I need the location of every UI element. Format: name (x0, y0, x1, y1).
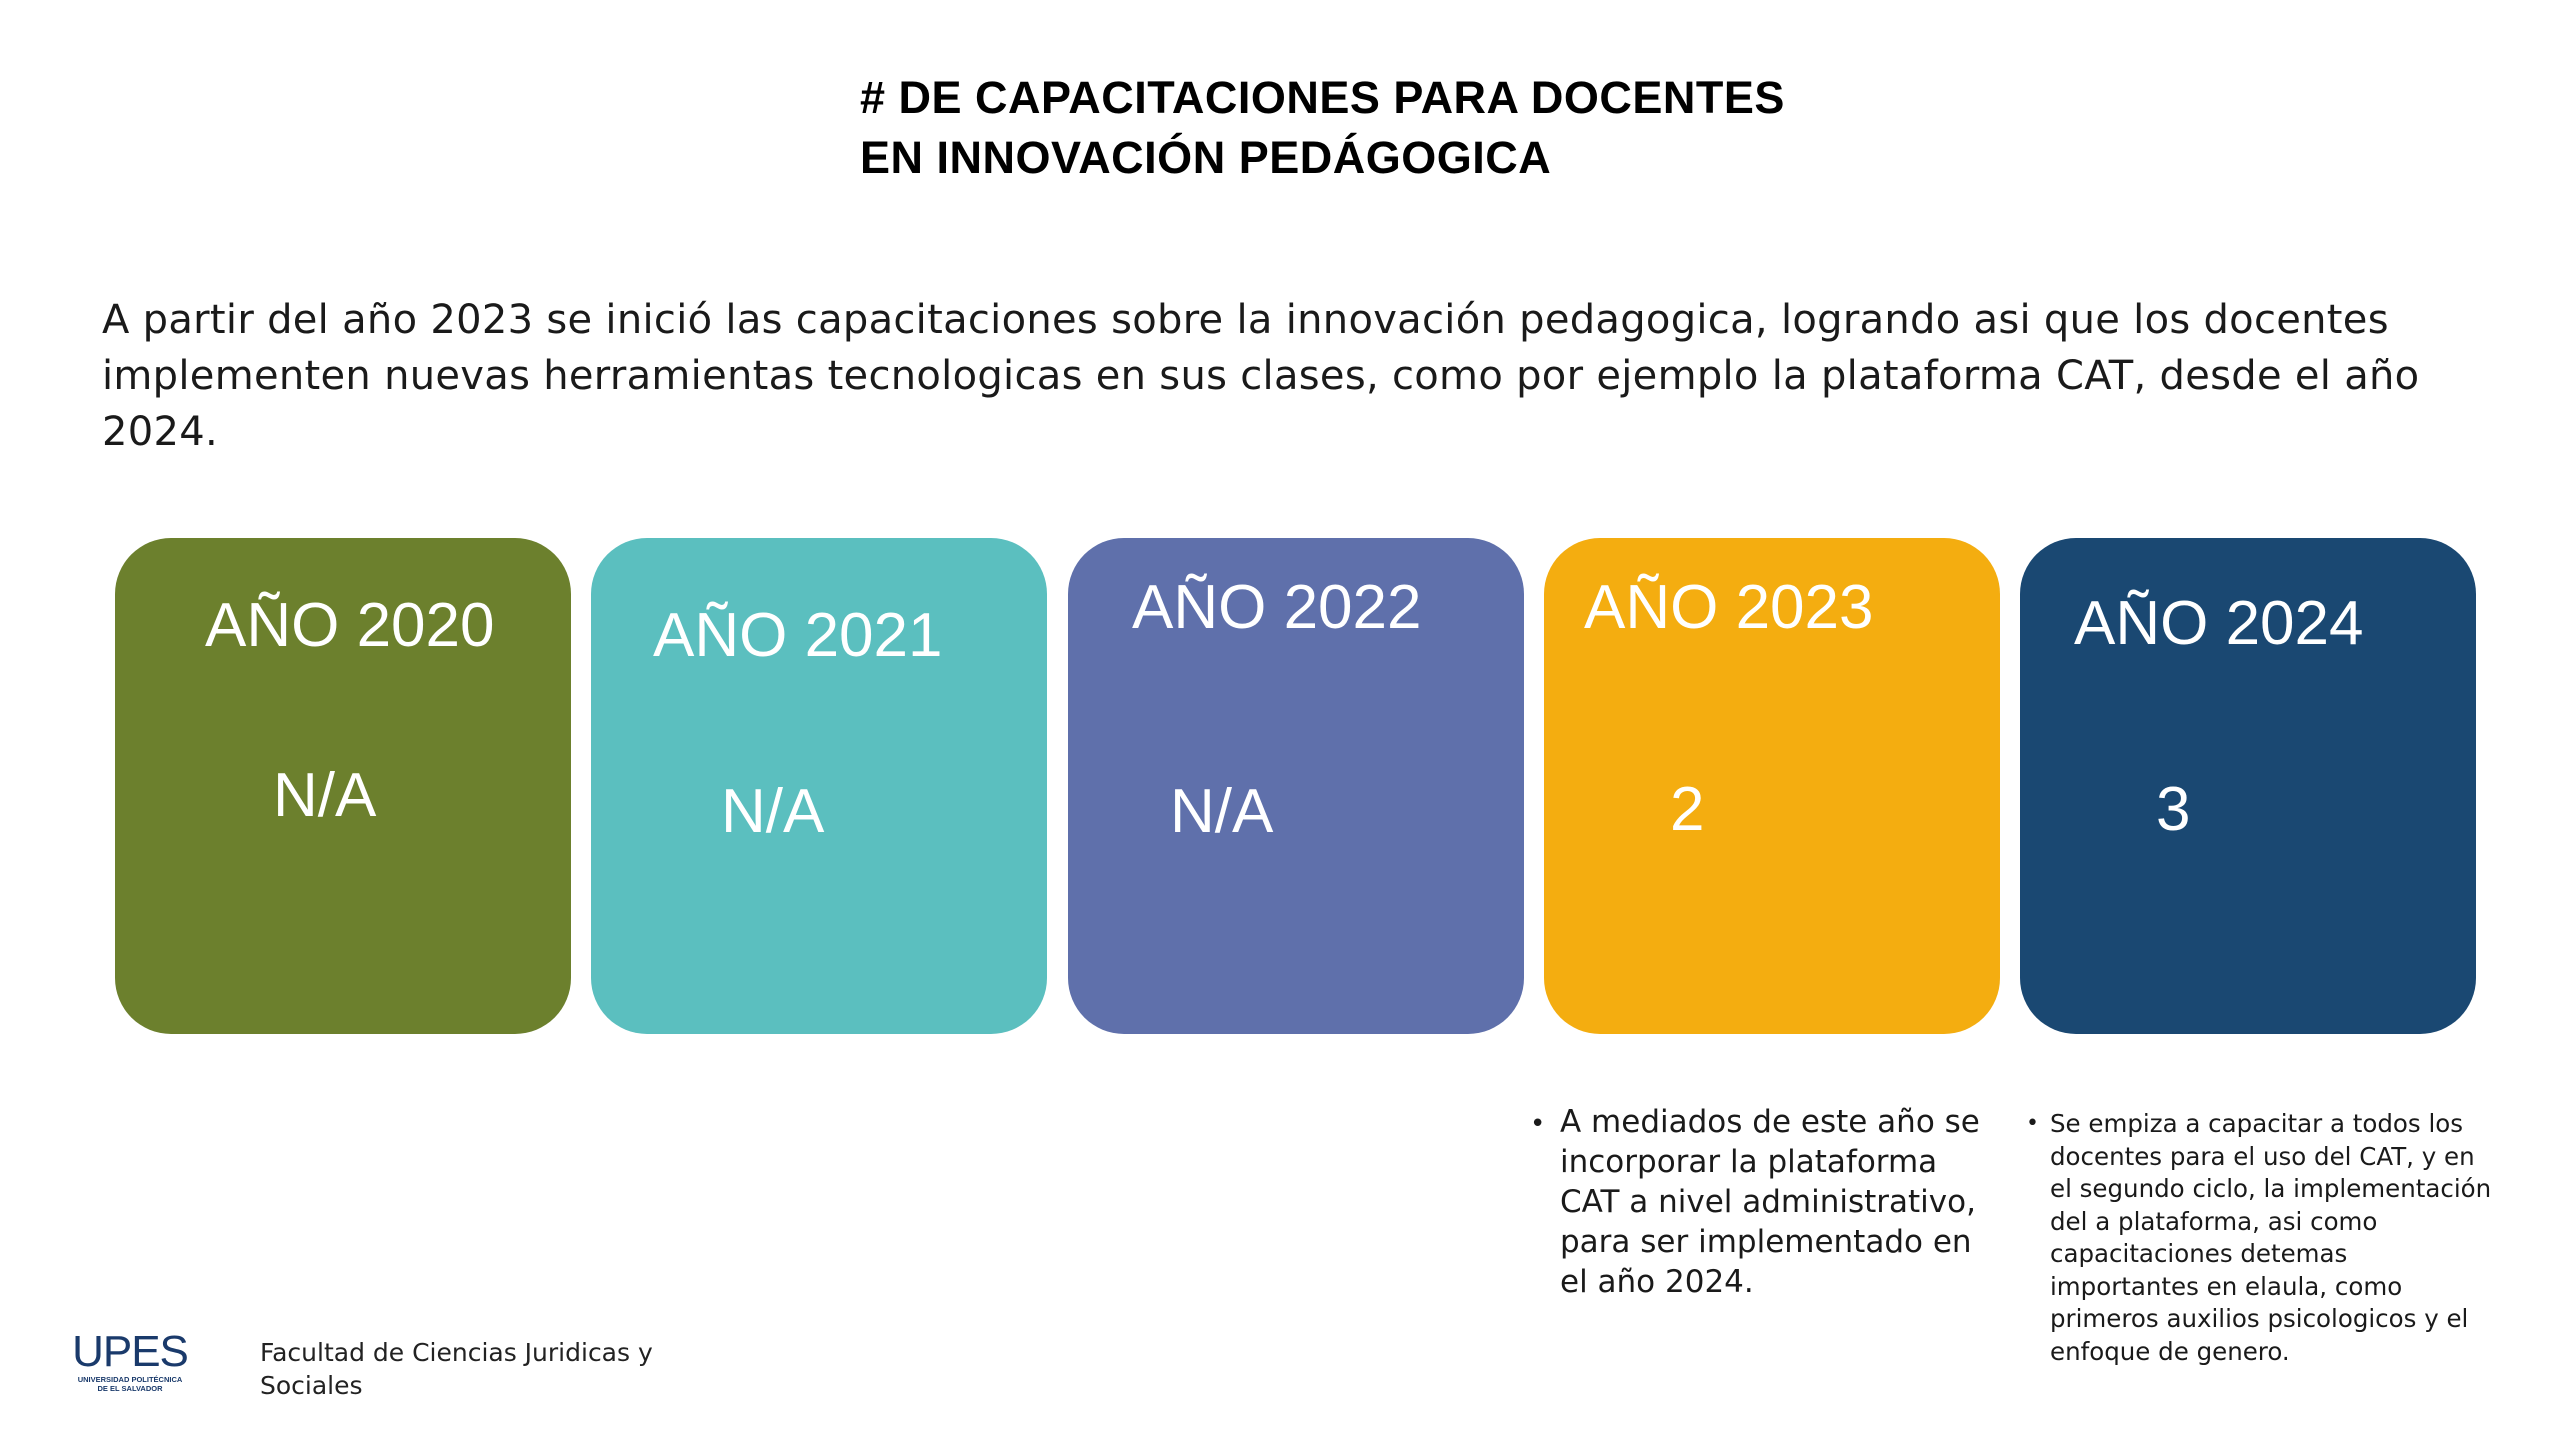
card-year-2022 (1068, 538, 1524, 1034)
card-year-label: AÑO 2022 (1132, 573, 1422, 642)
note-2024-text: Se empiza a capacitar a todos los docentes para el uso del CAT, y en el segundo ciclo, la implementación del a plataforma, asi como capacitaciones detemas importantes en elaula, como primeros auxilios psicologicos y el enfoque de genero. (2050, 1109, 2492, 1366)
card-year-label: AÑO 2024 (2074, 589, 2364, 658)
upes-logo (64, 1326, 196, 1396)
card-year-label: AÑO 2021 (653, 601, 943, 670)
logo-mark: UPES (72, 1327, 188, 1376)
card-year-2023 (1544, 538, 2000, 1034)
card-year-2021 (591, 538, 1047, 1034)
title-line-1: # DE CAPACITACIONES PARA DOCENTES (860, 72, 1785, 123)
page-title (860, 68, 2160, 188)
bullet-icon: • (1530, 1109, 1546, 1139)
card-value: 2 (1670, 775, 1705, 844)
card-value: N/A (721, 777, 825, 846)
bullet-icon: • (2026, 1111, 2039, 1136)
card-year-label: AÑO 2020 (205, 591, 495, 660)
title-line-2: EN INNOVACIÓN PEDÁGOGICA (860, 132, 1552, 183)
card-year-label: AÑO 2023 (1584, 573, 1874, 642)
faculty-label: Facultad de Ciencias Juridicas y Sociales (260, 1338, 653, 1400)
card-year-2020 (115, 538, 571, 1034)
logo-subtitle-2: DE EL SALVADOR (97, 1384, 163, 1393)
intro-paragraph: A partir del año 2023 se inició las capacitaciones sobre la innovación pedagogica, logrando asi que los docentes implementen nuevas herramientas tecnologicas en sus clases, como por ejemplo la plataforma CAT, desde el año 2024. (102, 297, 2420, 455)
card-year-2024 (2020, 538, 2476, 1034)
card-value: N/A (1170, 777, 1274, 846)
card-value: 3 (2156, 775, 2191, 844)
logo-subtitle-1: UNIVERSIDAD POLITÉCNICA (77, 1375, 183, 1384)
card-value: N/A (273, 761, 377, 830)
note-2023-text: A mediados de este año se incorporar la plataforma CAT a nivel administrativo, para ser implementado en el año 2024. (1560, 1104, 1980, 1300)
